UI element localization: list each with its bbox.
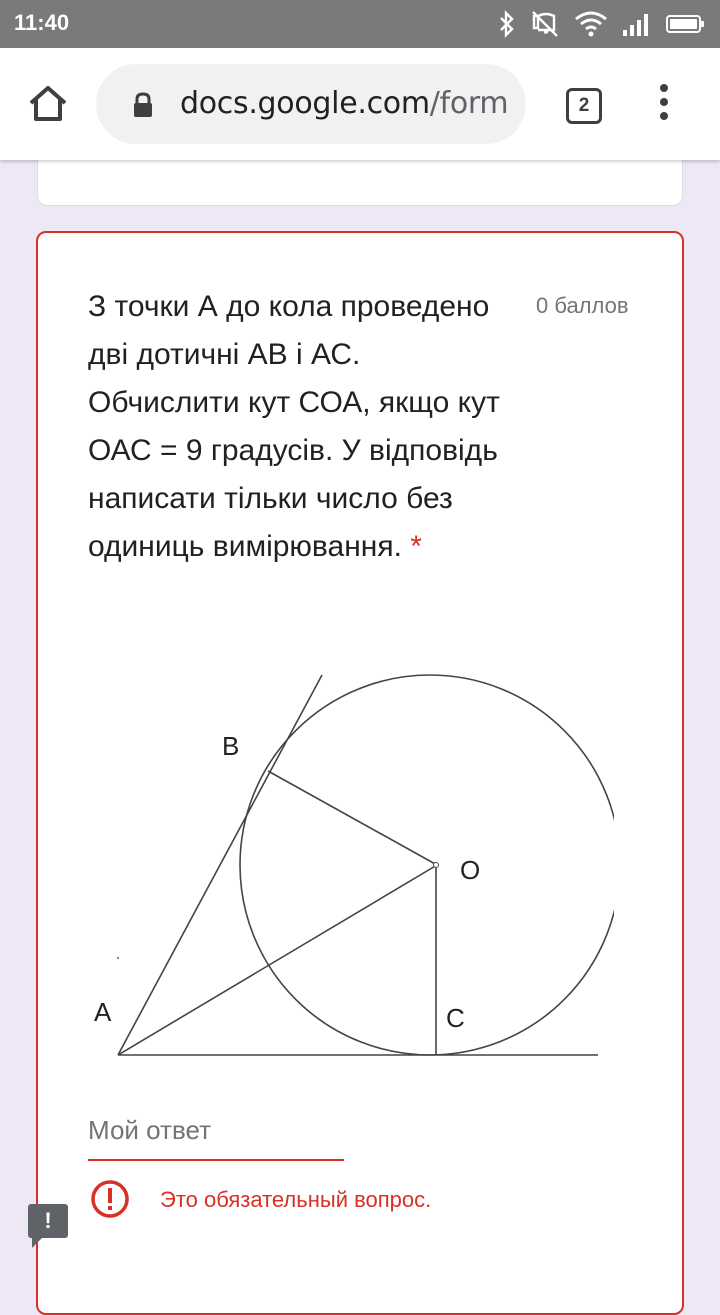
- geometry-figure: [94, 671, 614, 1061]
- question-text: З точки А до кола проведено дві дотичні АВ і АС. Обчислити кут СОА, якщо кут ОАС = 9 градусів. У відповідь написати тільки число без одиниць вимірювання.: [88, 290, 500, 563]
- question-title: [88, 283, 508, 571]
- url-domain: docs.google.com: [180, 86, 430, 121]
- silent-icon: [530, 10, 560, 38]
- answer-input[interactable]: [88, 1111, 344, 1161]
- status-icons: [498, 8, 706, 40]
- battery-icon: [666, 12, 706, 36]
- url-path: /form: [429, 86, 509, 121]
- points-label: 0 баллов: [536, 293, 629, 318]
- tab-switcher-button[interactable]: 2: [566, 88, 602, 124]
- bluetooth-icon: [498, 10, 516, 38]
- home-icon: [26, 82, 70, 126]
- home-button[interactable]: [26, 82, 70, 126]
- segment-ob: [268, 771, 437, 865]
- wifi-icon: [574, 10, 608, 38]
- label-c: C: [446, 1003, 465, 1033]
- more-vert-icon[interactable]: [654, 84, 674, 124]
- label-a: A: [94, 997, 112, 1027]
- browser-toolbar: [0, 48, 720, 160]
- signal-icon: [622, 10, 652, 38]
- question-card: [36, 231, 684, 1315]
- address-bar[interactable]: [96, 64, 526, 144]
- stray-dot: [117, 957, 119, 959]
- label-b: B: [222, 731, 240, 761]
- center-point: [434, 863, 439, 868]
- segment-ao: [118, 865, 437, 1055]
- url-text: [180, 86, 508, 121]
- status-time: 11:40: [14, 10, 70, 35]
- feedback-icon[interactable]: !: [28, 1204, 68, 1238]
- lock-icon: [132, 92, 154, 118]
- answer-placeholder: Мой ответ: [88, 1115, 211, 1145]
- tangent-ab: [118, 675, 322, 1055]
- required-marker: *: [410, 530, 422, 563]
- error-text: Это обязательный вопрос.: [160, 1187, 432, 1212]
- figure-circle: [240, 675, 614, 1055]
- status-bar: [0, 0, 720, 48]
- error-icon: [90, 1179, 130, 1219]
- error-message: [90, 1177, 630, 1221]
- label-o: O: [460, 855, 481, 885]
